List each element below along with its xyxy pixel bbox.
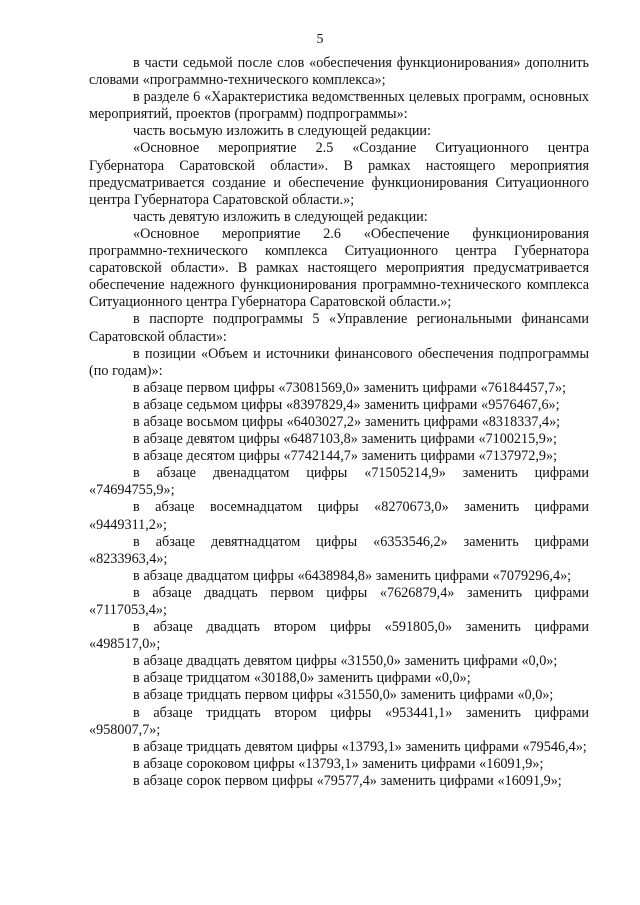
paragraph-5: часть девятую изложить в следующей редакции: — [133, 208, 428, 225]
paragraph-11: в абзаце восьмом цифры «6403027,2» заменить цифрами «8318337,4»; — [133, 413, 561, 430]
paragraph-26: в абзаце сорок первом цифры «79577,4» заменить цифрами «16091,9»; — [133, 772, 562, 789]
paragraph-16: в абзаце девятнадцатом цифры «6353546,2» заменить цифрами «8233963,4»; — [89, 533, 589, 567]
paragraph-2: в разделе 6 «Характеристика ведомственных целевых программ, основных мероприятий, проектов (программ) подпрограммы»: — [89, 89, 589, 123]
paragraph-8: в позиции «Объем и источники финансового обеспечения подпрограммы (по годам)»: — [89, 345, 589, 379]
paragraph-13: в абзаце десятом цифры «7742144,7» заменить цифрами «7137972,9»; — [133, 448, 558, 465]
paragraph-23: в абзаце тридцать втором цифры «953441,1» заменить цифрами «958007,7»; — [89, 704, 589, 738]
paragraph-21: в абзаце тридцатом «30188,0» заменить цифрами «0,0»; — [133, 670, 471, 687]
paragraph-18: в абзаце двадцать первом цифры «7626879,4» заменить цифрами «7117053,4»; — [89, 584, 589, 618]
paragraph-24: в абзаце тридцать девятом цифры «13793,1» заменить цифрами «79546,4»; — [133, 738, 587, 755]
paragraph-9: в абзаце первом цифры «73081569,0» заменить цифрами «76184457,7»; — [133, 379, 567, 396]
page-number: 5 — [316, 32, 324, 47]
paragraph-10: в абзаце седьмом цифры «8397829,4» заменить цифрами «9576467,6»; — [133, 396, 560, 413]
paragraph-14: в абзаце двенадцатом цифры «71505214,9» заменить цифрами «74694755,9»; — [89, 465, 589, 499]
paragraph-1: в части седьмой после слов «обеспечения функционирования» дополнить словами «программно-технического комплекса»; — [89, 55, 589, 89]
document-body — [89, 55, 589, 790]
paragraph-7: в паспорте подпрограммы 5 «Управление региональными финансами Саратовской области»: — [89, 311, 589, 345]
paragraph-12: в абзаце девятом цифры «6487103,8» заменить цифрами «7100215,9»; — [133, 431, 557, 448]
paragraph-25: в абзаце сороковом цифры «13793,1» заменить цифрами «16091,9»; — [133, 755, 544, 772]
paragraph-19: в абзаце двадцать втором цифры «591805,0» заменить цифрами «498517,0»; — [89, 619, 589, 653]
paragraph-4: «Основное мероприятие 2.5 «Создание Ситуационного центра Губернатора Саратовской области». В рамках настоящего мероприятия предусматривается создание и обеспечение функционирования Ситуационного центра Губернатора Саратовской области.»; — [89, 140, 589, 208]
paragraph-6: «Основное мероприятие 2.6 «Обеспечение функционирования программно-технического комплекса Ситуационного центра Губернатора саратовской области». В рамках настоящего мероприятия предусматривается обеспечение надежного функционирования программно-технического комплекса Ситуационного центра Губернатора Саратовской области.»; — [89, 225, 589, 311]
paragraph-22: в абзаце тридцать первом цифры «31550,0» заменить цифрами «0,0»; — [133, 687, 554, 704]
paragraph-15: в абзаце восемнадцатом цифры «8270673,0» заменить цифрами «9449311,2»; — [89, 499, 589, 533]
paragraph-17: в абзаце двадцатом цифры «6438984,8» заменить цифрами «7079296,4»; — [133, 567, 572, 584]
paragraph-3: часть восьмую изложить в следующей редакции: — [133, 123, 431, 140]
paragraph-20: в абзаце двадцать девятом цифры «31550,0» заменить цифрами «0,0»; — [133, 653, 558, 670]
